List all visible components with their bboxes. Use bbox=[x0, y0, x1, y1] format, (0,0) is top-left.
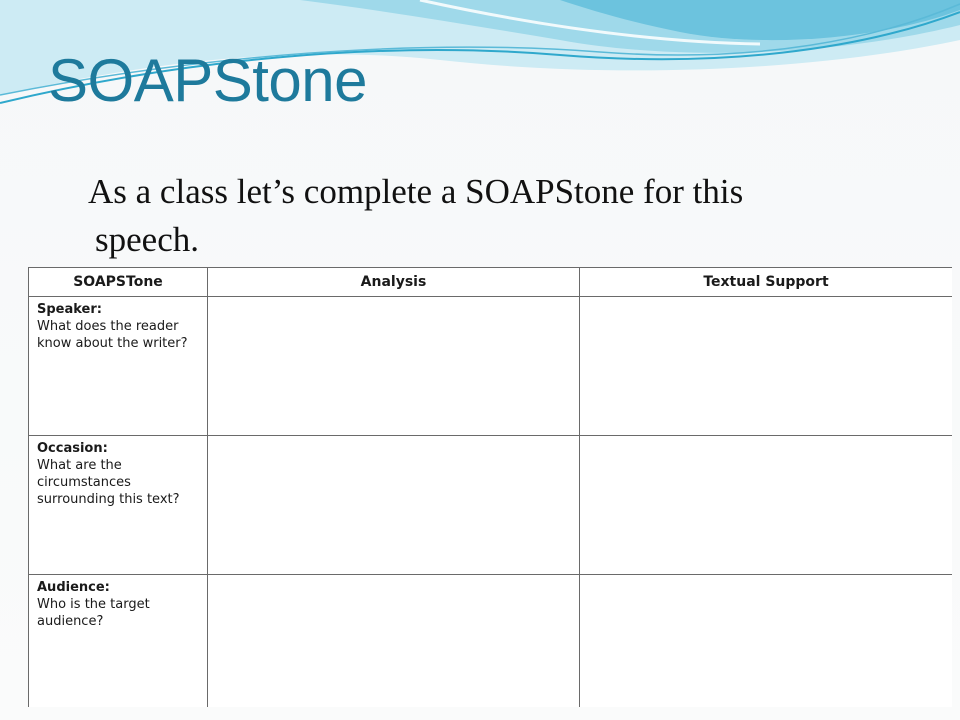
audience-label: Audience: bbox=[37, 580, 110, 595]
occasion-support-cell bbox=[580, 436, 953, 575]
speaker-label-cell bbox=[29, 297, 208, 436]
slide-subtitle bbox=[88, 168, 848, 264]
audience-label-cell bbox=[29, 575, 208, 708]
slide-title: SOAPStone bbox=[48, 47, 368, 114]
speaker-label: Speaker: bbox=[37, 302, 102, 317]
subtitle-line-1: As a class let’s complete a SOAPStone for this bbox=[88, 172, 744, 211]
speaker-question: What does the reader know about the writer? bbox=[37, 319, 188, 351]
header-analysis: Analysis bbox=[208, 268, 580, 297]
subtitle-line-2: speech. bbox=[95, 220, 199, 259]
audience-analysis-cell bbox=[208, 575, 580, 708]
header-textual-support: Textual Support bbox=[580, 268, 953, 297]
table-header-row bbox=[29, 268, 953, 297]
speaker-analysis-cell bbox=[208, 297, 580, 436]
soapstone-table-container bbox=[28, 267, 952, 707]
occasion-question: What are the circumstances surrounding this text? bbox=[37, 458, 180, 507]
occasion-analysis-cell bbox=[208, 436, 580, 575]
occasion-label: Occasion: bbox=[37, 441, 108, 456]
table-row-audience bbox=[29, 575, 953, 708]
occasion-label-cell bbox=[29, 436, 208, 575]
table-row-speaker bbox=[29, 297, 953, 436]
header-soapstone: SOAPSTone bbox=[29, 268, 208, 297]
soapstone-table bbox=[28, 267, 952, 707]
audience-question: Who is the target audience? bbox=[37, 597, 150, 629]
table-row-occasion bbox=[29, 436, 953, 575]
speaker-support-cell bbox=[580, 297, 953, 436]
audience-support-cell bbox=[580, 575, 953, 708]
